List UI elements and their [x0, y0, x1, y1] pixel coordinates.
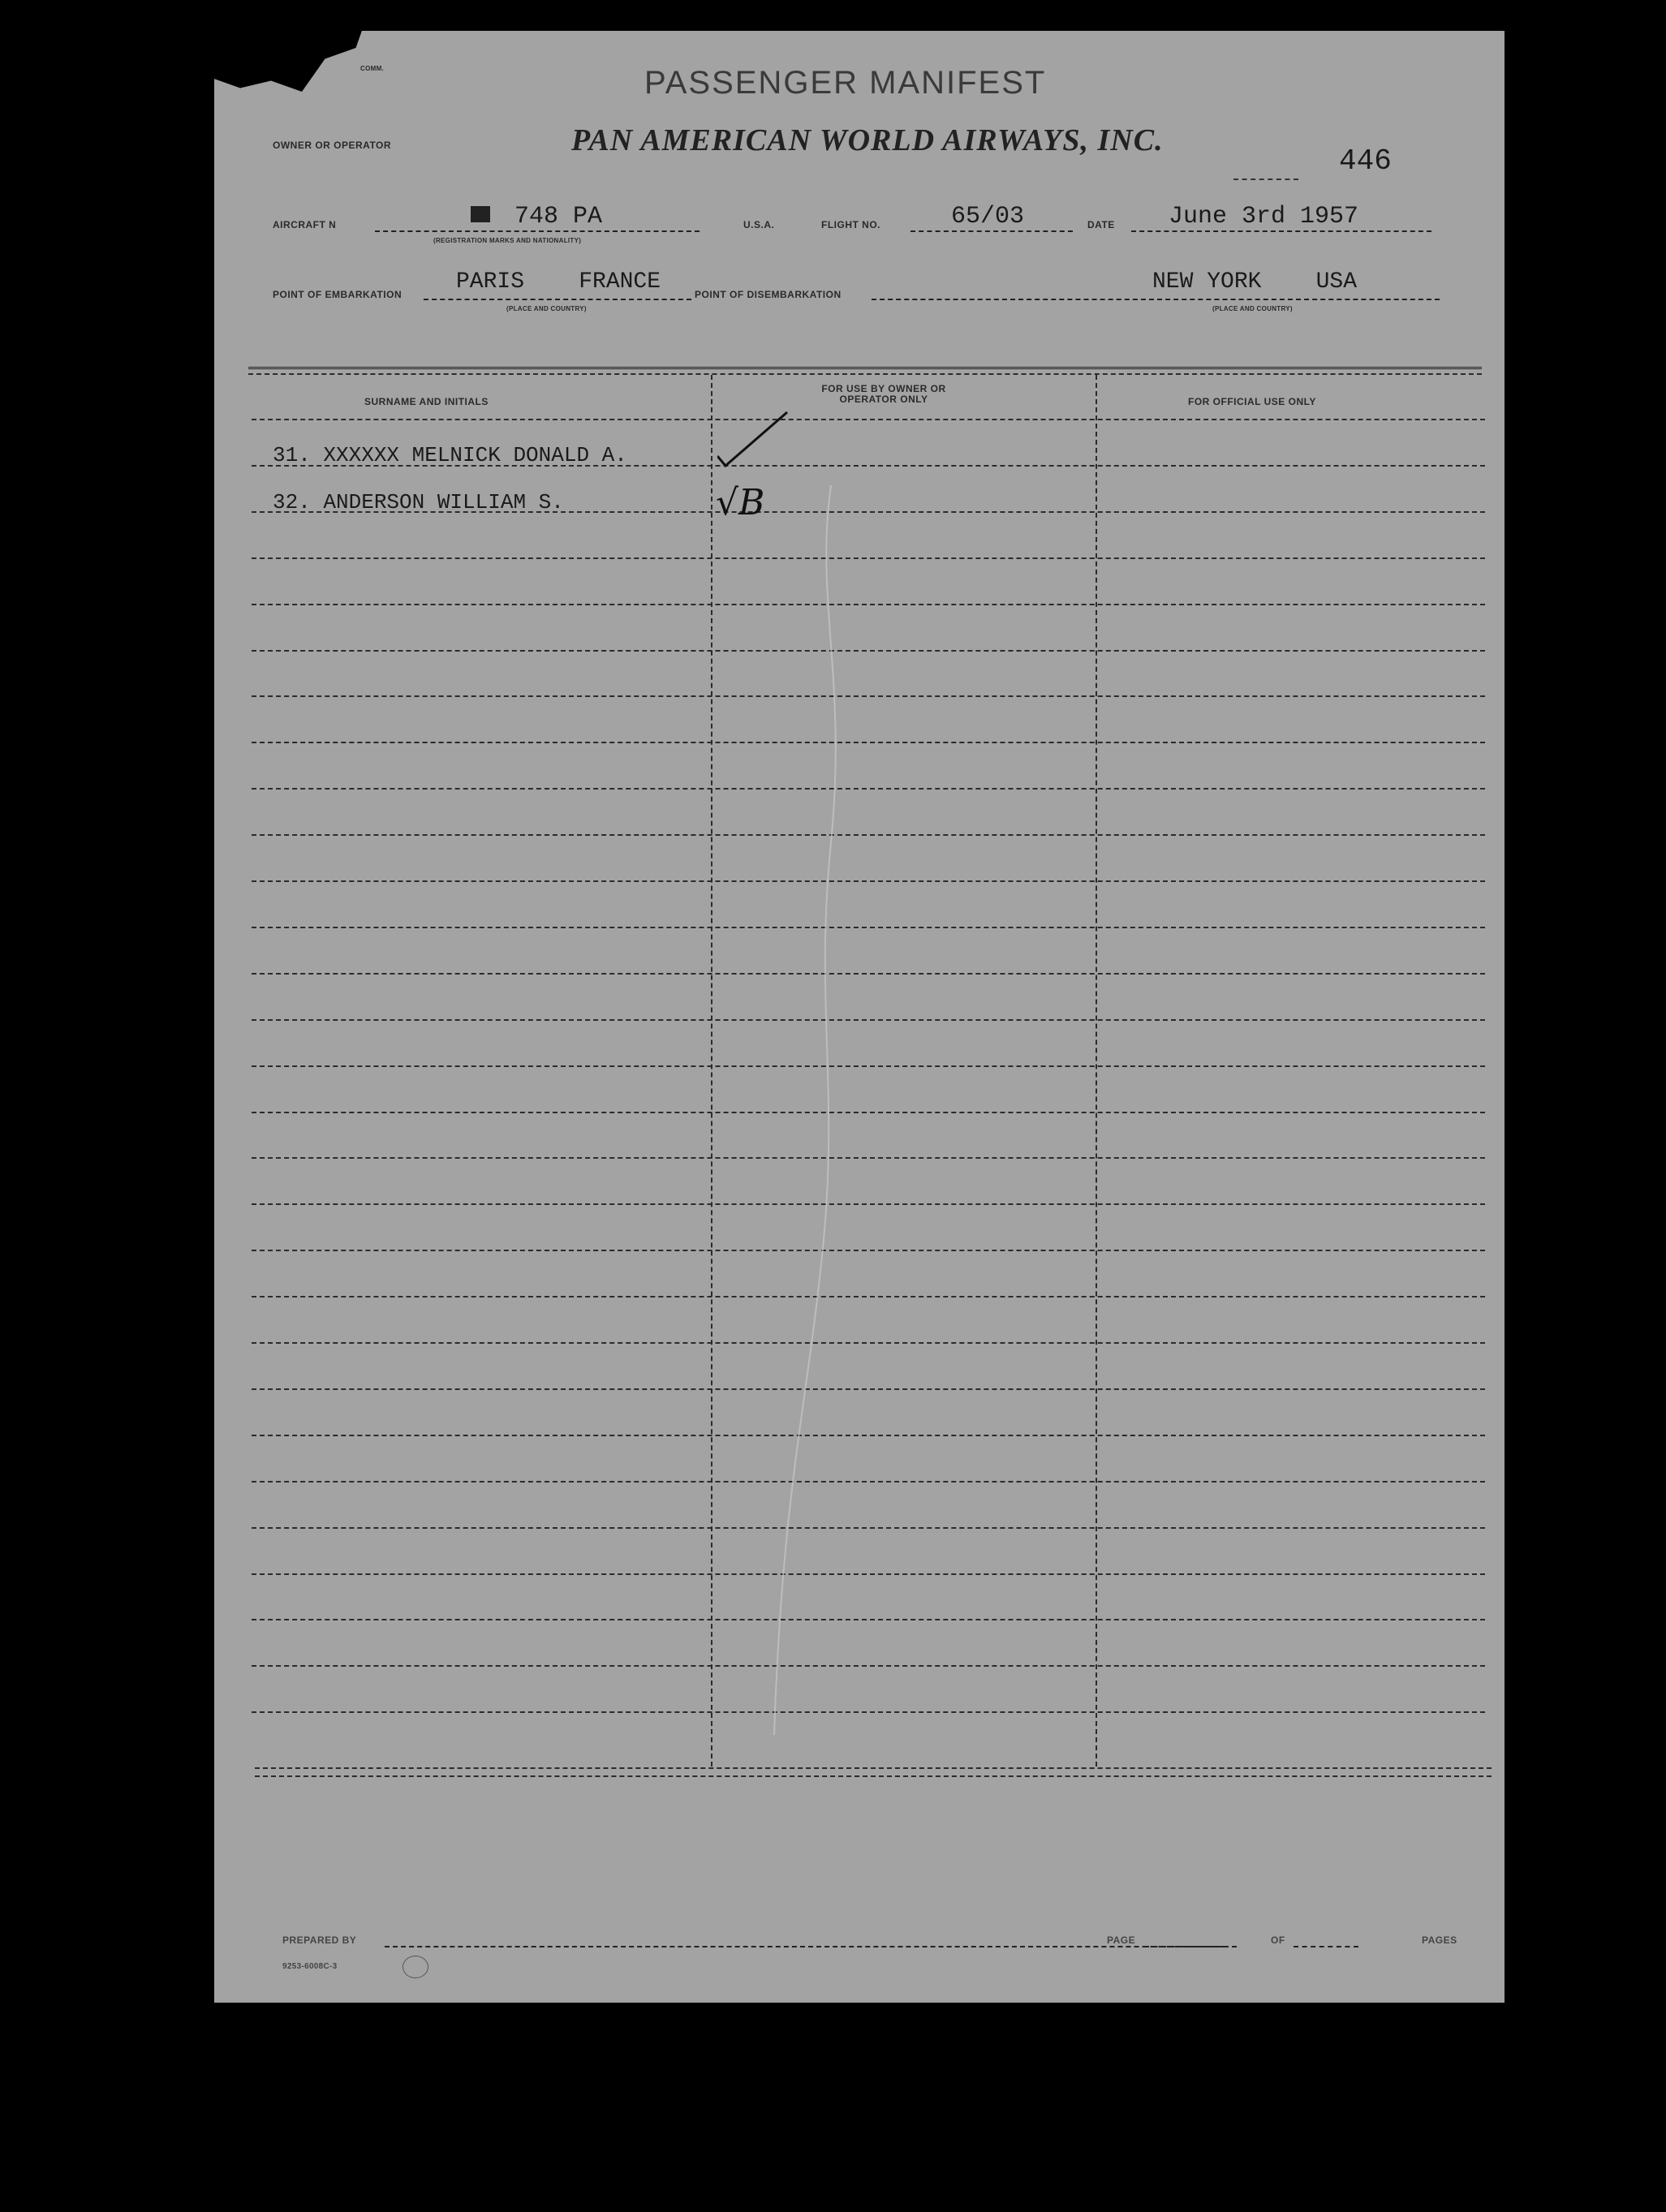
row-rule [252, 419, 1485, 420]
owner-value: PAN AMERICAN WORLD AIRWAYS, INC. [571, 123, 1164, 157]
row-rule [252, 1481, 1485, 1483]
row-rule [252, 1065, 1485, 1067]
table-top-rule-2 [248, 373, 1482, 375]
usa-label: U.S.A. [743, 219, 775, 230]
row-rule [252, 1527, 1485, 1529]
page-underline [1144, 1946, 1225, 1947]
column-divider-2 [1096, 375, 1097, 1767]
row-rule [252, 650, 1485, 652]
struck-prefix-mark [471, 206, 490, 222]
aircraft-underline [375, 230, 700, 232]
owner-label: OWNER OR OPERATOR [273, 140, 392, 151]
prepared-by-underline [385, 1946, 1237, 1947]
disembark-note: (PLACE AND COUNTRY) [1212, 305, 1293, 312]
col-header-surname: SURNAME AND INITIALS [364, 396, 489, 407]
passenger-row-32: 32. ANDERSON WILLIAM S. [273, 490, 564, 514]
page-number-underline [1233, 179, 1298, 180]
row-rule [252, 604, 1485, 605]
registration-note: (REGISTRATION MARKS AND NATIONALITY) [433, 237, 582, 244]
row-rule [252, 742, 1485, 743]
date-label: DATE [1087, 219, 1115, 230]
row-rule [252, 1711, 1485, 1713]
flight-underline [910, 230, 1073, 232]
disembark-label: POINT OF DISEMBARKATION [695, 289, 842, 300]
printing-seal-icon [403, 1956, 428, 1978]
row-rule [252, 557, 1485, 559]
col-header-owner: FOR USE BY OWNER OR OPERATOR ONLY [821, 383, 946, 405]
row-rule [252, 1435, 1485, 1436]
row-rule [252, 927, 1485, 928]
row-rule [252, 788, 1485, 790]
row-rule [252, 695, 1485, 697]
embark-label: POINT OF EMBARKATION [273, 289, 403, 300]
manifest-sheet [214, 31, 1505, 2003]
owner-mark-row-32: √B [716, 482, 765, 523]
row-rule [252, 1573, 1485, 1575]
row-rule [252, 1019, 1485, 1021]
row-rule [252, 1342, 1485, 1344]
row-rule [252, 1250, 1485, 1251]
row-rule [252, 1388, 1485, 1390]
page-number: 446 [1339, 144, 1392, 178]
passenger-row-31: 31. XXXXXX MELNICK DONALD A. [273, 443, 627, 467]
table-bottom-rule-2 [255, 1775, 1492, 1777]
column-divider-1 [711, 375, 712, 1767]
row-rule [252, 1157, 1485, 1159]
row-rule [252, 973, 1485, 975]
page-label: PAGE [1107, 1934, 1136, 1946]
aircraft-label: AIRCRAFT N [273, 219, 337, 230]
table-bottom-rule [255, 1767, 1492, 1769]
prepared-by-label: PREPARED BY [282, 1934, 357, 1946]
row-rule [252, 1203, 1485, 1205]
of-underline [1294, 1946, 1358, 1947]
col-header-official: FOR OFFICIAL USE ONLY [1188, 396, 1316, 407]
disembark-underline [872, 299, 1440, 300]
embark-underline [424, 299, 691, 300]
checkmark-row-31 [717, 404, 799, 469]
row-rule [252, 1296, 1485, 1298]
table-top-rule [248, 367, 1482, 369]
flight-label: FLIGHT NO. [821, 219, 880, 230]
paper-crease [214, 31, 1505, 2003]
date-value: June 3rd 1957 [1169, 203, 1359, 230]
row-rule [252, 1619, 1485, 1620]
embark-value: PARIS FRANCE [456, 269, 661, 295]
corner-label: COMM. [360, 65, 385, 72]
date-underline [1131, 230, 1431, 232]
row-rule [252, 1112, 1485, 1113]
embark-note: (PLACE AND COUNTRY) [506, 305, 587, 312]
flight-value: 65/03 [951, 203, 1025, 230]
aircraft-value: 748 PA [514, 203, 603, 230]
disembark-value: NEW YORK USA [1152, 269, 1358, 295]
row-rule [252, 834, 1485, 836]
pages-label: PAGES [1422, 1934, 1457, 1946]
form-title: PASSENGER MANIFEST [644, 65, 1047, 101]
torn-corner [214, 31, 364, 99]
row-rule [252, 880, 1485, 882]
form-code: 9253-6008C-3 [282, 1962, 338, 1971]
row-rule [252, 1665, 1485, 1667]
of-label: OF [1271, 1934, 1285, 1946]
